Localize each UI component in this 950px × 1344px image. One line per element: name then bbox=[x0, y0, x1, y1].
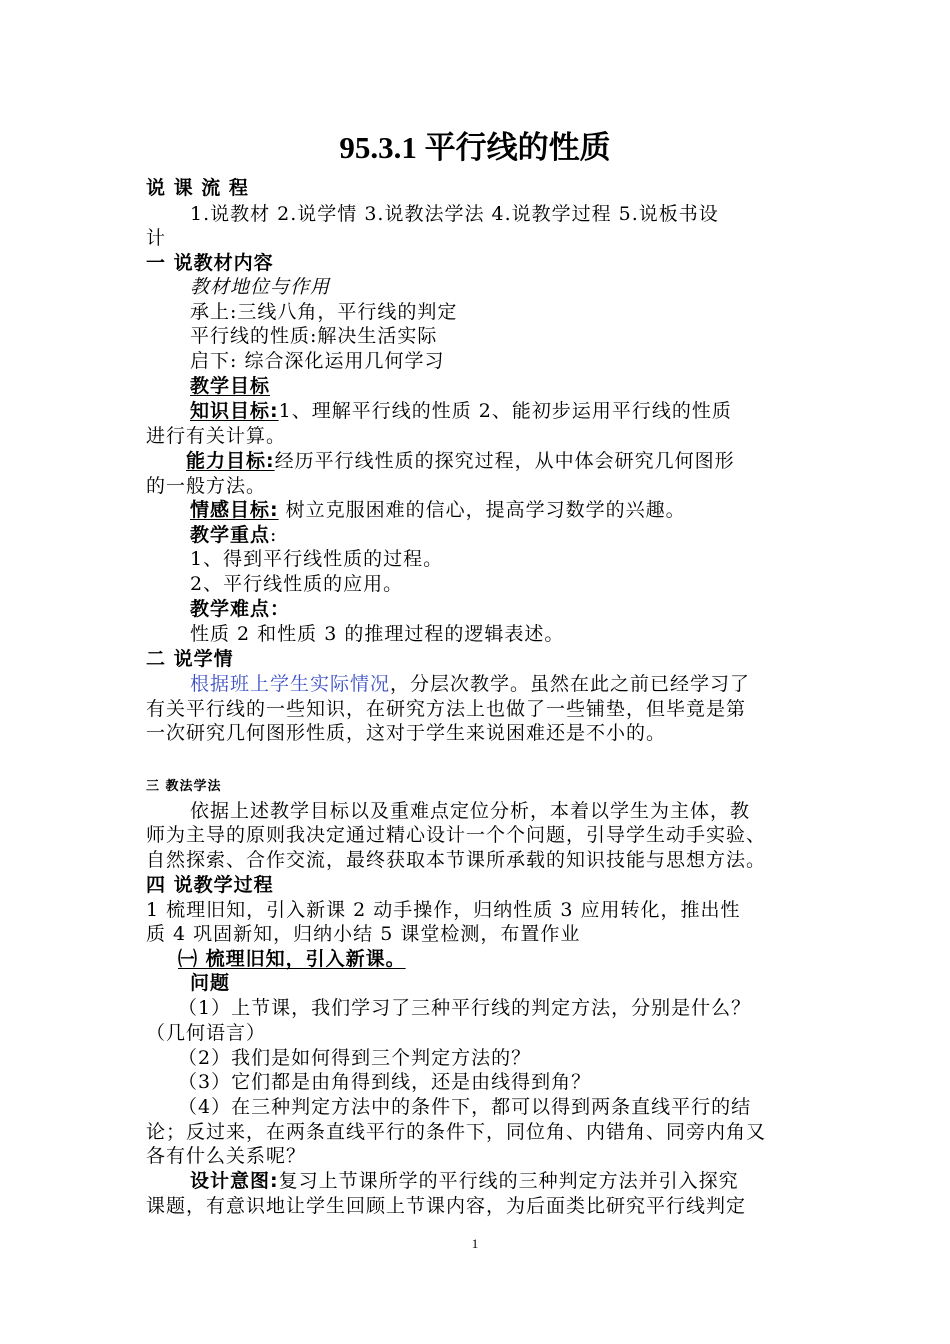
section-heading-methods: 三 教法学法 bbox=[146, 779, 222, 794]
ability-goal bbox=[186, 449, 856, 473]
questions-heading: 问题 bbox=[190, 972, 231, 994]
process-line: 1 梳理旧知，引入新课 2 动手操作，归纳性质 3 应用转化，推出性 bbox=[146, 899, 741, 921]
key-point: 1、得到平行线性质的过程。 bbox=[190, 548, 444, 570]
design-intent-label: 设计意图: bbox=[190, 1170, 279, 1192]
question-item-cont: 论；反过来，在两条直线平行的条件下，同位角、内错角、同旁内角又 bbox=[146, 1121, 767, 1143]
question-item: （3）它们都是由角得到线，还是由线得到角？ bbox=[178, 1071, 592, 1093]
students-line: 一次研究几何图形性质，这对于学生来说困难还是不小的。 bbox=[146, 722, 667, 744]
methods-line: 自然探索、合作交流，最终获取本节课所承载的知识技能与思想方法。 bbox=[146, 849, 767, 871]
methods-line: 依据上述教学目标以及重难点定位分析，本着以学生为主体，教 bbox=[190, 800, 751, 822]
ability-goal-text: 经历平行线性质的探究过程，从中体会研究几何图形 bbox=[274, 450, 735, 472]
emotion-goal-text: 树立克服困难的信心，提高学习数学的兴趣。 bbox=[278, 499, 686, 521]
methods-line: 师为主导的原则我决定通过精心设计一个个问题，引导学生动手实验、 bbox=[146, 824, 767, 846]
students-line-rest: ，分层次教学。虽然在此之前已经学习了 bbox=[390, 673, 751, 695]
section-heading-textbook: 一 说教材内容 bbox=[146, 252, 274, 274]
page-title: 95.3.1 平行线的性质 bbox=[339, 130, 611, 165]
knowledge-goal-label: 知识目标: bbox=[190, 400, 279, 422]
flow-heading: 说 课 流 程 bbox=[146, 177, 249, 199]
emotion-goal bbox=[190, 498, 816, 522]
design-intent-cont: 课题，有意识地让学生回顾上节课内容，为后面类比研究平行线判定 bbox=[146, 1195, 747, 1217]
question-item-cont: 各有什么关系呢？ bbox=[146, 1145, 307, 1167]
question-item: （1）上节课，我们学习了三种平行线的判定方法，分别是什么？ bbox=[178, 997, 752, 1019]
section-heading-students: 二 说学情 bbox=[146, 648, 234, 670]
textbook-role-line: 承上:三线八角，平行线的判定 bbox=[190, 301, 458, 323]
ability-goal-cont: 的一般方法。 bbox=[146, 475, 267, 497]
goals-heading bbox=[190, 374, 816, 398]
knowledge-goal-text: 1、理解平行线的性质 2、能初步运用平行线的性质 bbox=[278, 400, 732, 422]
design-intent-text: 复习上节课所学的平行线的三种判定方法并引入探究 bbox=[278, 1170, 739, 1192]
key-point: 2、平行线性质的应用。 bbox=[190, 573, 404, 595]
flow-line: 计 bbox=[146, 227, 167, 249]
goals-heading-text: 教学目标 bbox=[190, 375, 271, 397]
textbook-role-line: 平行线的性质:解决生活实际 bbox=[190, 325, 438, 347]
question-item: （4）在三种判定方法中的条件下，都可以得到两条直线平行的结 bbox=[178, 1096, 752, 1118]
students-highlight: 根据班上学生实际情况 bbox=[190, 673, 391, 695]
question-item-cont: （几何语言） bbox=[146, 1022, 267, 1044]
step1-heading bbox=[178, 947, 848, 971]
textbook-role-line: 启下: 综合深化运用几何学习 bbox=[190, 350, 445, 372]
key-points-heading bbox=[190, 523, 816, 547]
process-line: 质 4 巩固新知，归纳小结 5 课堂检测，布置作业 bbox=[146, 923, 581, 945]
students-line: 有关平行线的一些知识，在研究方法上也做了一些铺垫，但毕竟是第 bbox=[146, 698, 747, 720]
textbook-role-title: 教材地位与作用 bbox=[190, 276, 331, 298]
key-points-colon: : bbox=[270, 524, 278, 546]
flow-line: 1.说教材 2.说学情 3.说教法学法 4.说教学过程 5.说板书设 bbox=[190, 203, 719, 225]
key-points-heading-text: 教学重点 bbox=[190, 524, 271, 546]
knowledge-goal-cont: 进行有关计算。 bbox=[146, 425, 287, 447]
difficulty-heading: 教学难点： bbox=[190, 598, 291, 620]
knowledge-goal bbox=[190, 399, 816, 423]
ability-goal-label: 能力目标: bbox=[186, 450, 275, 472]
page-number: 1 bbox=[471, 1236, 479, 1251]
section-heading-process: 四 说教学过程 bbox=[146, 874, 274, 896]
question-item: （2）我们是如何得到三个判定方法的？ bbox=[178, 1047, 532, 1069]
step1-heading-text: ㈠ 梳理旧知，引入新课。 bbox=[178, 948, 406, 970]
design-intent bbox=[190, 1169, 816, 1193]
students-line bbox=[190, 672, 816, 696]
emotion-goal-label: 情感目标: bbox=[190, 499, 279, 521]
difficulty-point: 性质 2 和性质 3 的推理过程的逻辑表述。 bbox=[190, 623, 565, 645]
